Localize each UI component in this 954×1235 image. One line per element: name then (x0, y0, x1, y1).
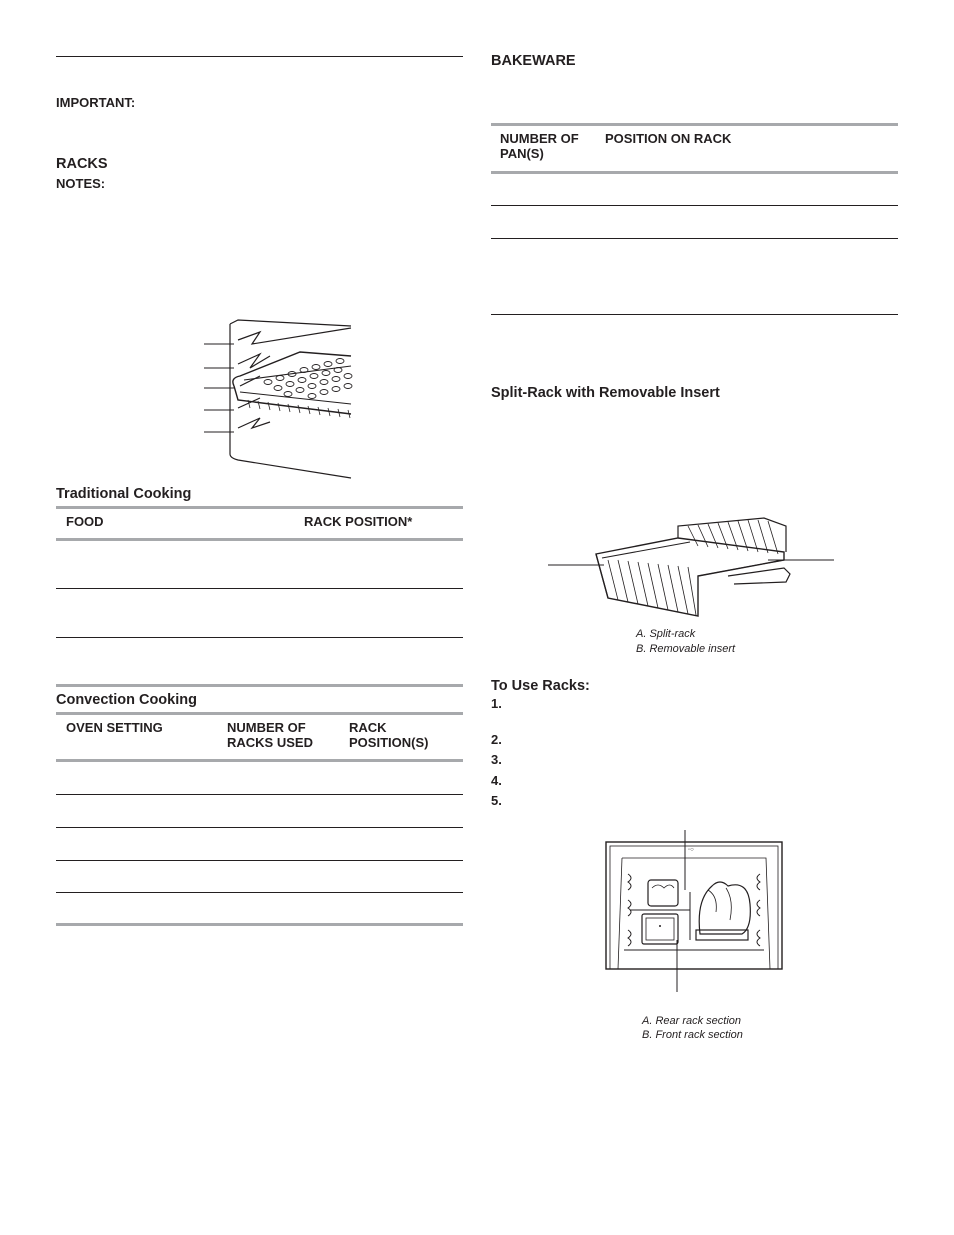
split-rack-caption-b: B. Removable insert (636, 643, 736, 655)
bakeware-row-divider (491, 205, 898, 206)
racks-heading: RACKS (56, 156, 108, 172)
traditional-row-divider (56, 588, 463, 589)
bakeware-table-bottom-rule (491, 314, 898, 315)
convection-table-header-rule (56, 759, 463, 762)
split-rack-heading: Split-Rack with Removable Insert (491, 385, 720, 401)
oven-interior-illustration (600, 830, 790, 995)
convection-cooking-title: Convection Cooking (56, 692, 197, 708)
bakeware-row-divider (491, 238, 898, 239)
convection-header-number-of-racks: NUMBER OF RACKS USED (227, 720, 313, 750)
convection-header-rack-positions: RACK POSITION(S) (349, 720, 429, 750)
svg-text:◦○: ◦○ (688, 847, 694, 853)
bakeware-table-top-rule (491, 123, 898, 126)
traditional-row-divider (56, 637, 463, 638)
step-number: 4. (491, 773, 502, 788)
notes-label: NOTES: (56, 176, 106, 191)
bakeware-header-number-of-pans: NUMBER OF PAN(S) (500, 131, 579, 161)
convection-row-divider (56, 892, 463, 893)
bakeware-heading: BAKEWARE (491, 53, 576, 69)
rack-positions-illustration (200, 316, 360, 481)
oven-caption-b: B. Front rack section (642, 1029, 743, 1041)
traditional-table-top-rule (56, 506, 463, 509)
step-number: 2. (491, 732, 502, 747)
traditional-header-rack-position: RACK POSITION* (304, 514, 413, 529)
step-number: 1. (491, 696, 502, 711)
convection-table-bottom-rule (56, 923, 463, 926)
top-rule (56, 56, 463, 57)
convection-row-divider (56, 827, 463, 828)
split-rack-illustration (548, 512, 838, 622)
convection-table-top-rule (56, 712, 463, 715)
convection-header-oven-setting: OVEN SETTING (66, 720, 163, 735)
traditional-cooking-title: Traditional Cooking (56, 486, 192, 502)
oven-caption-a: A. Rear rack section (642, 1015, 742, 1027)
step-number: 5. (491, 793, 502, 808)
convection-row-divider (56, 794, 463, 795)
split-rack-caption-a: A. Split-rack (636, 628, 696, 640)
important-label: IMPORTANT: (56, 95, 136, 110)
step-number: 3. (491, 752, 502, 767)
to-use-racks-heading: To Use Racks: (491, 678, 590, 694)
bakeware-header-position-on-rack: POSITION ON RACK (605, 131, 732, 146)
convection-row-divider (56, 860, 463, 861)
traditional-table-bottom-rule (56, 684, 463, 687)
bakeware-table-header-rule (491, 171, 898, 174)
traditional-header-food: FOOD (66, 514, 104, 529)
traditional-table-header-rule (56, 538, 463, 541)
